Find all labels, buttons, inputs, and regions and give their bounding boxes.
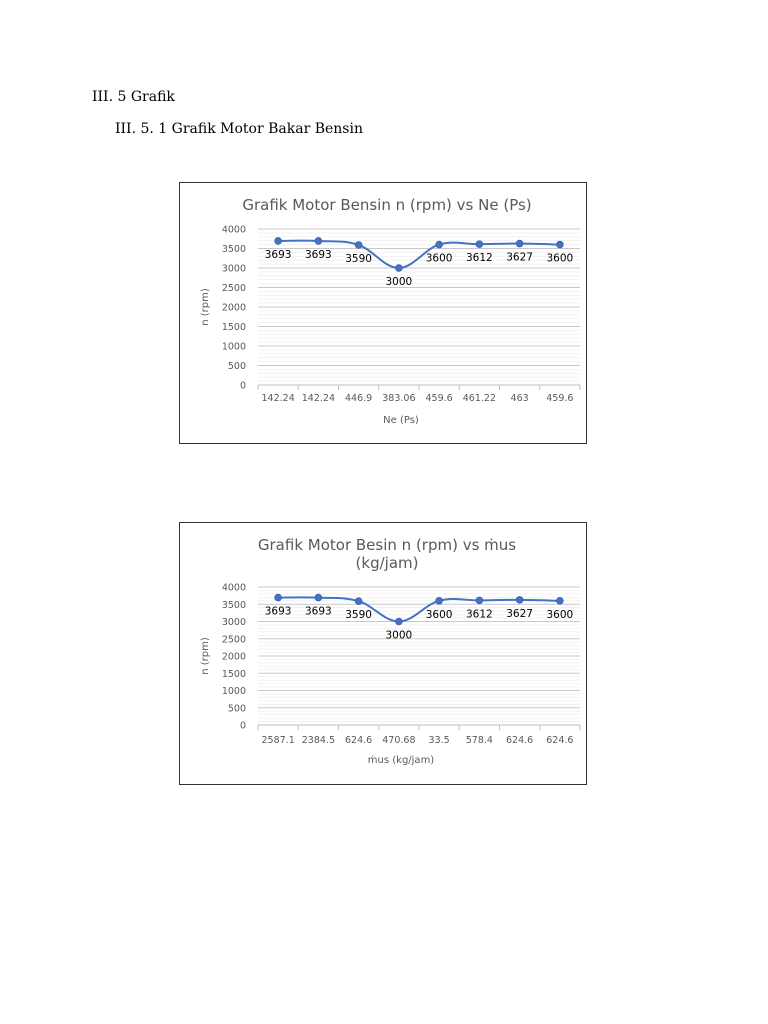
data-label: 3000: [385, 276, 413, 288]
y-tick-label: 3500: [221, 599, 246, 611]
x-tick-label: 459.6: [546, 393, 574, 404]
x-tick-label: 33.5: [428, 735, 450, 746]
x-tick-label: 624.6: [546, 735, 574, 746]
x-tick-label: 470.68: [382, 735, 416, 746]
y-axis-title: n (rpm): [200, 637, 211, 675]
data-label: 3627: [506, 607, 533, 620]
section-heading: III. 5 Grafik: [92, 89, 175, 105]
y-tick-label: 4000: [221, 582, 246, 594]
x-tick-label: 461.22: [462, 393, 496, 404]
chart-title: Grafik Motor Bensin n (rpm) vs Ne (Ps): [242, 196, 532, 214]
chart-title: (kg/jam): [355, 554, 419, 572]
x-tick-label: 142.24: [261, 393, 295, 404]
data-label: 3693: [264, 248, 292, 261]
chart-rpm-vs-mus: [179, 522, 587, 785]
data-point: [436, 597, 443, 604]
data-point: [395, 265, 402, 272]
y-axis-title: n (rpm): [200, 288, 211, 326]
data-point: [355, 598, 362, 605]
y-tick-label: 2500: [221, 283, 246, 294]
data-label: 3590: [345, 252, 372, 265]
x-tick-label: 624.6: [506, 735, 534, 746]
data-label: 3600: [546, 608, 574, 621]
data-label: 3600: [425, 252, 453, 265]
y-tick-label: 3000: [221, 617, 246, 628]
data-point: [315, 594, 322, 601]
x-tick-label: 459.6: [425, 393, 453, 404]
y-tick-label: 1000: [221, 686, 246, 697]
data-point: [556, 597, 563, 604]
y-tick-label: 1500: [221, 668, 246, 680]
data-label: 3590: [345, 609, 372, 622]
x-tick-label: 2384.5: [301, 735, 335, 746]
x-axis-title: Ne (Ps): [383, 415, 419, 426]
data-label: 3693: [305, 248, 332, 261]
data-point: [556, 241, 563, 248]
data-label: 3600: [546, 252, 574, 265]
data-point: [275, 594, 282, 601]
chart-title: Grafik Motor Besin n (rpm) vs ṁus: [257, 536, 517, 554]
y-tick-label: 1000: [221, 341, 246, 353]
x-axis-title: ṁus (kg/jam): [367, 755, 435, 766]
data-point: [275, 238, 282, 245]
data-label: 3612: [466, 608, 493, 621]
data-label: 3612: [466, 252, 493, 265]
y-tick-label: 2000: [221, 302, 246, 314]
data-label: 3600: [425, 608, 453, 621]
y-tick-label: 3000: [221, 263, 246, 275]
data-label: 3693: [305, 605, 332, 618]
y-tick-label: 500: [227, 361, 246, 372]
x-tick-label: 463: [510, 393, 529, 404]
chart-rpm-vs-ne: [179, 182, 587, 444]
x-tick-label: 624.6: [345, 735, 373, 746]
y-tick-label: 2000: [221, 651, 246, 663]
data-label: 3627: [506, 251, 533, 264]
data-point: [315, 238, 322, 245]
chart-rpm-vs-ne-svg: [180, 183, 586, 443]
y-tick-label: 0: [239, 720, 246, 732]
x-tick-label: 2587.1: [261, 735, 295, 746]
y-tick-label: 3500: [221, 244, 246, 255]
data-point: [516, 596, 523, 603]
y-tick-label: 1500: [221, 322, 246, 333]
data-point: [355, 242, 362, 249]
data-label: 3693: [264, 605, 292, 618]
data-point: [395, 618, 402, 625]
chart-rpm-vs-mus-svg: [180, 523, 586, 784]
data-point: [516, 240, 523, 247]
subsection-heading: III. 5. 1 Grafik Motor Bakar Bensin: [115, 121, 363, 137]
y-tick-label: 500: [227, 703, 246, 715]
data-label: 3000: [385, 629, 413, 642]
y-tick-label: 4000: [221, 224, 246, 236]
y-tick-label: 0: [239, 380, 246, 392]
x-tick-label: 383.06: [382, 393, 416, 404]
data-point: [436, 241, 443, 248]
x-tick-label: 142.24: [301, 393, 335, 404]
x-tick-label: 578.4: [465, 735, 493, 746]
data-point: [476, 597, 483, 604]
x-tick-label: 446.9: [345, 393, 373, 404]
y-tick-label: 2500: [221, 634, 246, 646]
data-point: [476, 241, 483, 248]
